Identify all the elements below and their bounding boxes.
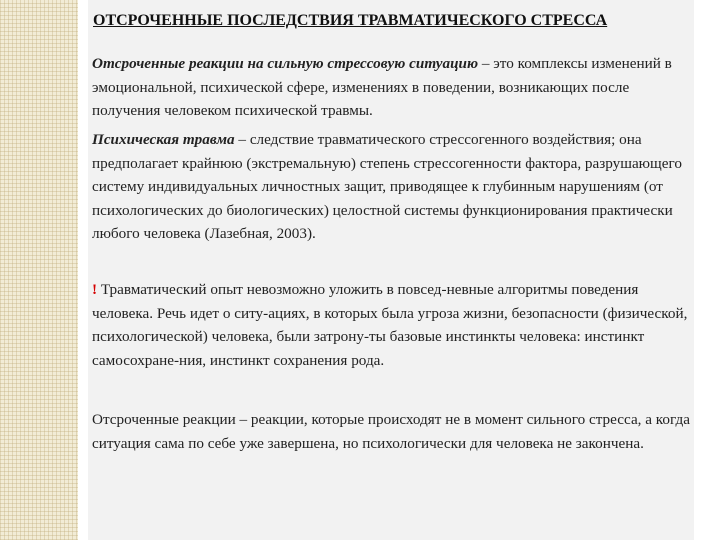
term-delayed-reactions: Отсроченные реакции на сильную стрессовую ситуацию — [92, 55, 479, 72]
decorative-side-stripe — [0, 0, 78, 540]
paragraph-delayed-reactions-summary — [92, 408, 692, 455]
slide-body — [88, 0, 694, 540]
paragraph-text: Травматический опыт невозможно уложить в повсед-невные алгоритмы поведения человека. Речь идет о ситу-ациях, в которых была угроза жизни, безопасности (физической, психологической) человека, были затрону-ты базовые инстинкты человека: инстинкт самосохране-ния, инстинкт сохранения рода. — [92, 281, 688, 369]
definition-text: – следствие травматического стрессогенного воздействия; она предполагает крайнюю (экстремальную) степень стрессогенности фактора, разрушающего систему индивидуальных личностных защит, приводящее к глубинным нарушениям (от психологических до биологических) целостной системы функционирования практически любого человека (Лазебная, 2003). — [92, 131, 682, 242]
slide-title: ОТСРОЧЕННЫЕ ПОСЛЕДСТВИЯ ТРАВМАТИЧЕСКОГО СТРЕССА — [93, 12, 608, 29]
paragraph-psychic-trauma-definition — [92, 128, 692, 246]
definition-text: – это комплексы изменений в эмоциональной, психической сфере, изменениях в поведении, возникающих после получения человеком психической травмы. — [92, 55, 672, 119]
paragraph-text: Отсроченные реакции – реакции, которые происходят не в момент сильного стресса, а когда ситуация сама по себе уже завершена, но психологически для человека не закончена. — [92, 411, 690, 452]
term-psychic-trauma: Психическая травма — [92, 131, 235, 148]
paragraph-delayed-reactions-definition — [92, 52, 692, 123]
exclamation-mark: ! — [92, 281, 98, 298]
paragraph-traumatic-experience — [92, 278, 692, 372]
